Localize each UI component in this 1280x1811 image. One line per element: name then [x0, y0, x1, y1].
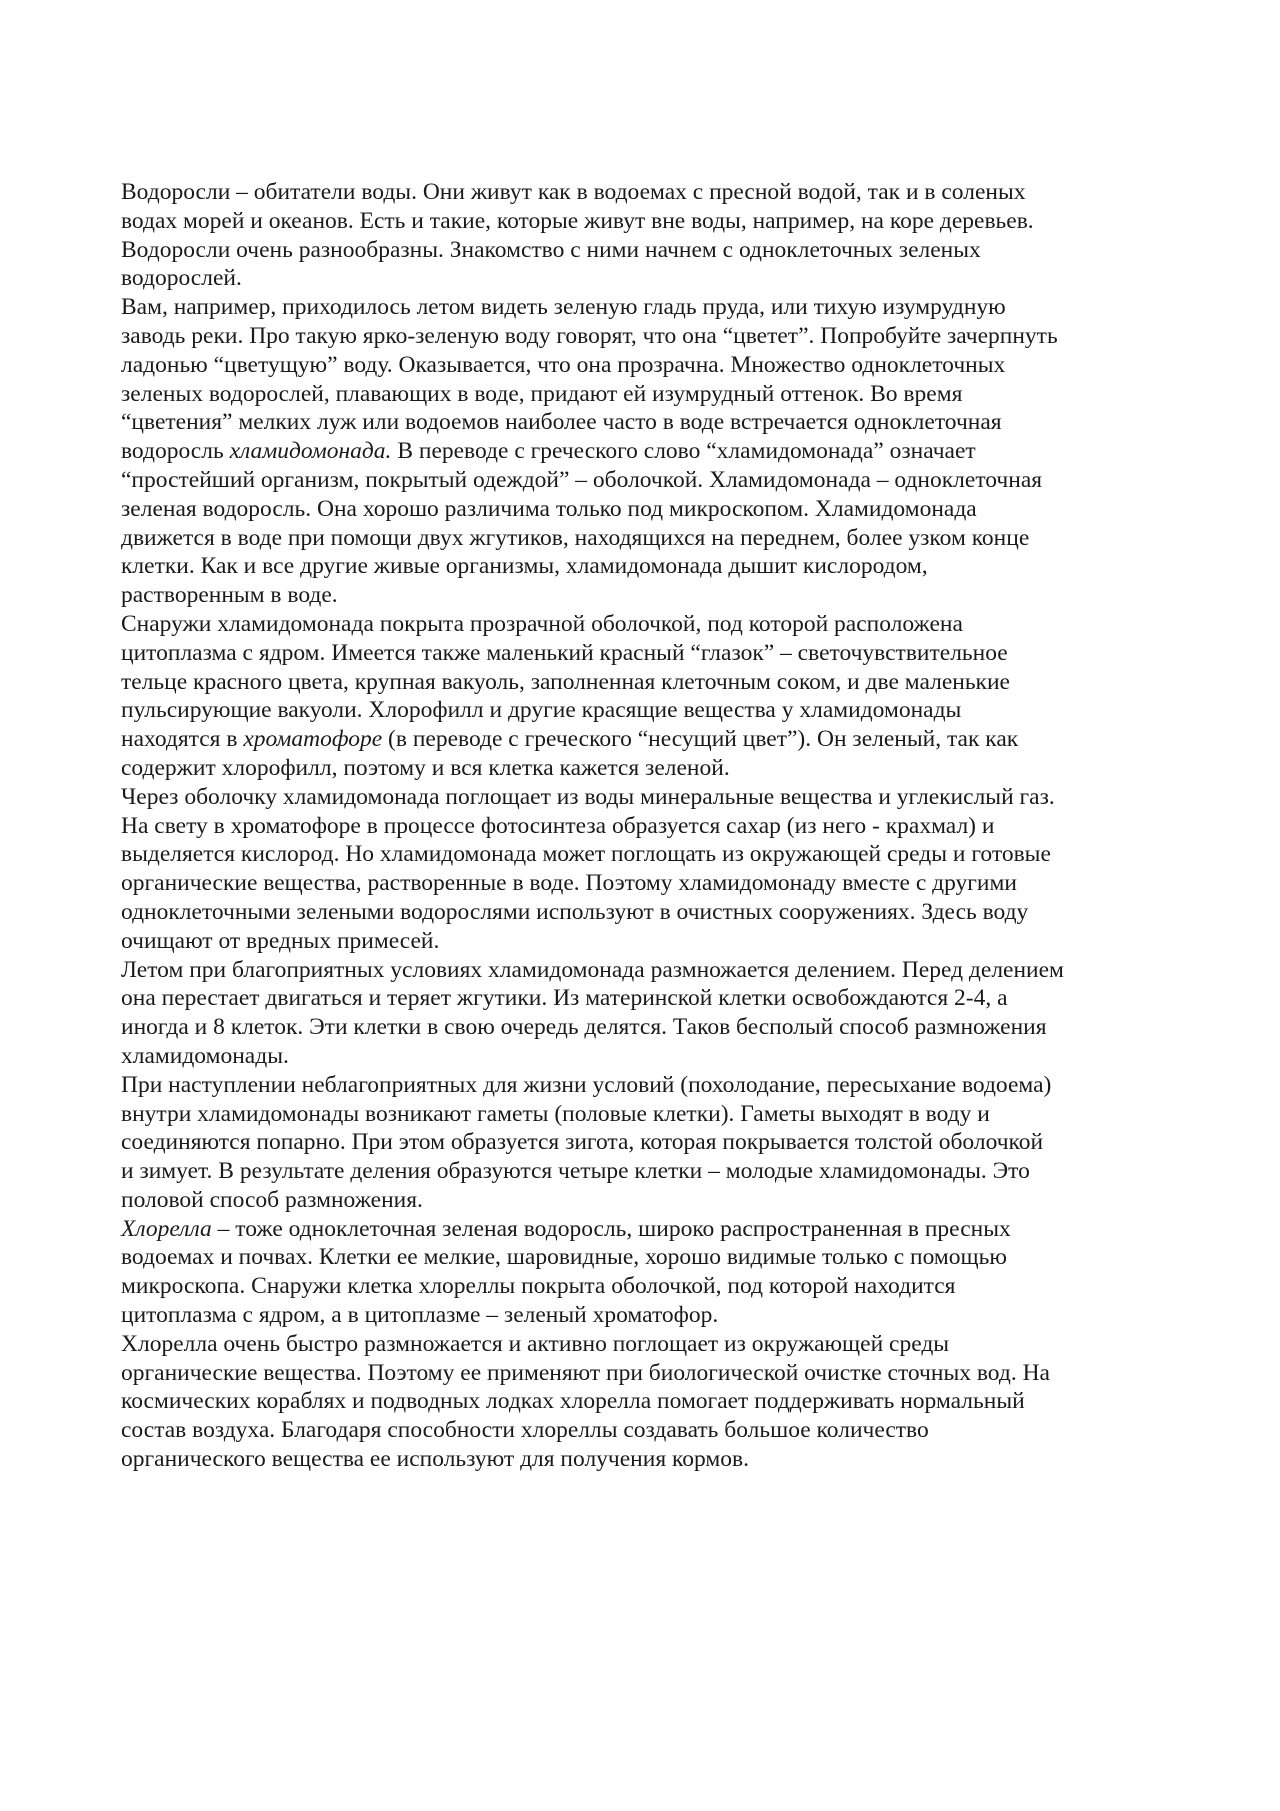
text-line: Водоросли – обитатели воды. Они живут как в водоемах с пресной водой, так и в соленых: [121, 179, 1026, 205]
text-line: тельце красного цвета, крупная вакуоль, заполненная клеточным соком, и две маленькие: [121, 668, 1010, 695]
text-line: клетки. Как и все другие живые организмы, хламидомонада дышит кислородом,: [121, 553, 928, 580]
text-line: “цветения” мелких луж или водоемов наиболее часто в воде встречается одноклеточная: [121, 409, 1002, 436]
text-line: соединяются попарно. При этом образуется зигота, которая покрывается толстой оболочкой: [121, 1129, 1044, 1156]
italic-term: хроматофоре: [243, 726, 383, 753]
text-line: Хлорелла очень быстро размножается и активно поглощает из окружающей среды: [121, 1330, 950, 1357]
text-line: ладонью “цветущую” воду. Оказывается, что она прозрачна. Множество одноклеточных: [121, 351, 1006, 378]
italic-term: хламидомонада.: [229, 438, 392, 465]
text-line: цитоплазма с ядром, а в цитоплазме – зеленый хроматофор.: [121, 1302, 719, 1329]
text-line: хламидомонады.: [121, 1042, 289, 1069]
paragraph-nutrition: [121, 783, 1171, 956]
text-segment: В переводе с греческого слово “хламидомонада” означает: [391, 438, 976, 465]
text-line: зеленых водорослей, плавающих в воде, придают ей изумрудный оттенок. Во время: [121, 380, 963, 407]
text-line: органического вещества ее используют для получения кормов.: [121, 1446, 749, 1473]
text-line: Вам, например, приходилось летом видеть зеленую гладь пруда, или тихую изумрудную: [121, 294, 1006, 321]
text-line: она перестает двигаться и теряет жгутики. Из материнской клетки освобождаются 2-4, а: [121, 985, 1008, 1012]
paragraph-sexual-reproduction: [121, 1071, 1171, 1215]
text-line: иногда и 8 клеток. Эти клетки в свою очередь делятся. Таков бесполый способ размножения: [121, 1014, 1047, 1041]
paragraph-chlorella-uses: [121, 1330, 1171, 1474]
text-line: цитоплазма с ядром. Имеется также маленький красный “глазок” – светочувствительное: [121, 639, 1008, 666]
text-line: космических кораблях и подводных лодках хлорелла помогает поддерживать нормальный: [121, 1388, 1025, 1415]
text-segment: – тоже одноклеточная зеленая водоросль, широко распространенная в пресных: [211, 1215, 1011, 1242]
text-line: [121, 1216, 1011, 1242]
text-line: Через оболочку хламидомонада поглощает из воды минеральные вещества и углекислый газ.: [121, 783, 1055, 810]
text-line: движется в воде при помощи двух жгутиков, находящихся на переднем, более узком конце: [121, 524, 1030, 551]
text-line: микроскопа. Снаружи клетка хлореллы покрыта оболочкой, под которой находится: [121, 1273, 956, 1300]
paragraph-intro: [121, 178, 1171, 293]
text-line: органические вещества, растворенные в воде. Поэтому хламидомонаду вместе с другими: [121, 870, 1017, 897]
text-line: водорослей.: [121, 265, 242, 292]
text-line: водоемах и почвах. Клетки ее мелкие, шаровидные, хорошо видимые только с помощью: [121, 1244, 1007, 1271]
text-line: очищают от вредных примесей.: [121, 927, 440, 954]
document-body: [121, 178, 1171, 1474]
paragraph-chlorella: [121, 1215, 1171, 1330]
text-line: “простейший организм, покрытый одеждой” – оболочкой. Хламидомонада – одноклеточная: [121, 466, 1043, 493]
text-line: [121, 438, 976, 464]
paragraph-chlamydomonas-bloom: [121, 293, 1171, 610]
text-line: и зимует. В результате деления образуются четыре клетки – молодые хламидомонады. Это: [121, 1158, 1030, 1185]
text-line: органические вещества. Поэтому ее применяют при биологической очистке сточных вод. На: [121, 1359, 1050, 1386]
italic-term: Хлорелла: [121, 1215, 212, 1242]
paragraph-asexual-reproduction: [121, 956, 1171, 1071]
text-line: пульсирующие вакуоли. Хлорофилл и другие красящие вещества у хламидомонады: [121, 697, 962, 724]
text-line: Водоросли очень разнообразны. Знакомство с ними начнем с одноклеточных зеленых: [121, 236, 981, 263]
text-line: [121, 726, 1018, 752]
text-segment: (в переводе с греческого “несущий цвет”). Он зеленый, так как: [382, 726, 1019, 753]
text-line: выделяется кислород. Но хламидомонада может поглощать из окружающей среды и готовые: [121, 841, 1051, 868]
text-line: водах морей и океанов. Есть и такие, которые живут вне воды, например, на коре деревьев.: [121, 207, 1034, 234]
text-segment: находятся в: [121, 726, 244, 753]
text-line: содержит хлорофилл, поэтому и вся клетка кажется зеленой.: [121, 754, 730, 781]
text-line: На свету в хроматофоре в процессе фотосинтеза образуется сахар (из него - крахмал) и: [121, 812, 995, 839]
text-segment: водоросль: [121, 438, 230, 465]
paragraph-structure: [121, 610, 1171, 783]
text-line: Летом при благоприятных условиях хламидомонада размножается делением. Перед делением: [121, 956, 1064, 983]
text-line: одноклеточными зелеными водорослями используют в очистных сооружениях. Здесь воду: [121, 898, 1029, 925]
text-line: заводь реки. Про такую ярко-зеленую воду говорят, что она “цветет”. Попробуйте зачерпнуть: [121, 322, 1058, 349]
text-line: внутри хламидомонады возникают гаметы (половые клетки). Гаметы выходят в воду и: [121, 1100, 990, 1127]
text-line: Снаружи хламидомонада покрыта прозрачной оболочкой, под которой расположена: [121, 610, 963, 637]
text-line: растворенным в воде.: [121, 582, 338, 609]
text-line: состав воздуха. Благодаря способности хлореллы создавать большое количество: [121, 1417, 929, 1444]
text-line: зеленая водоросль. Она хорошо различима только под микроскопом. Хламидомонада: [121, 495, 977, 522]
text-line: При наступлении неблагоприятных для жизни условий (похолодание, пересыхание водоема): [121, 1071, 1052, 1098]
text-line: половой способ размножения.: [121, 1186, 423, 1213]
